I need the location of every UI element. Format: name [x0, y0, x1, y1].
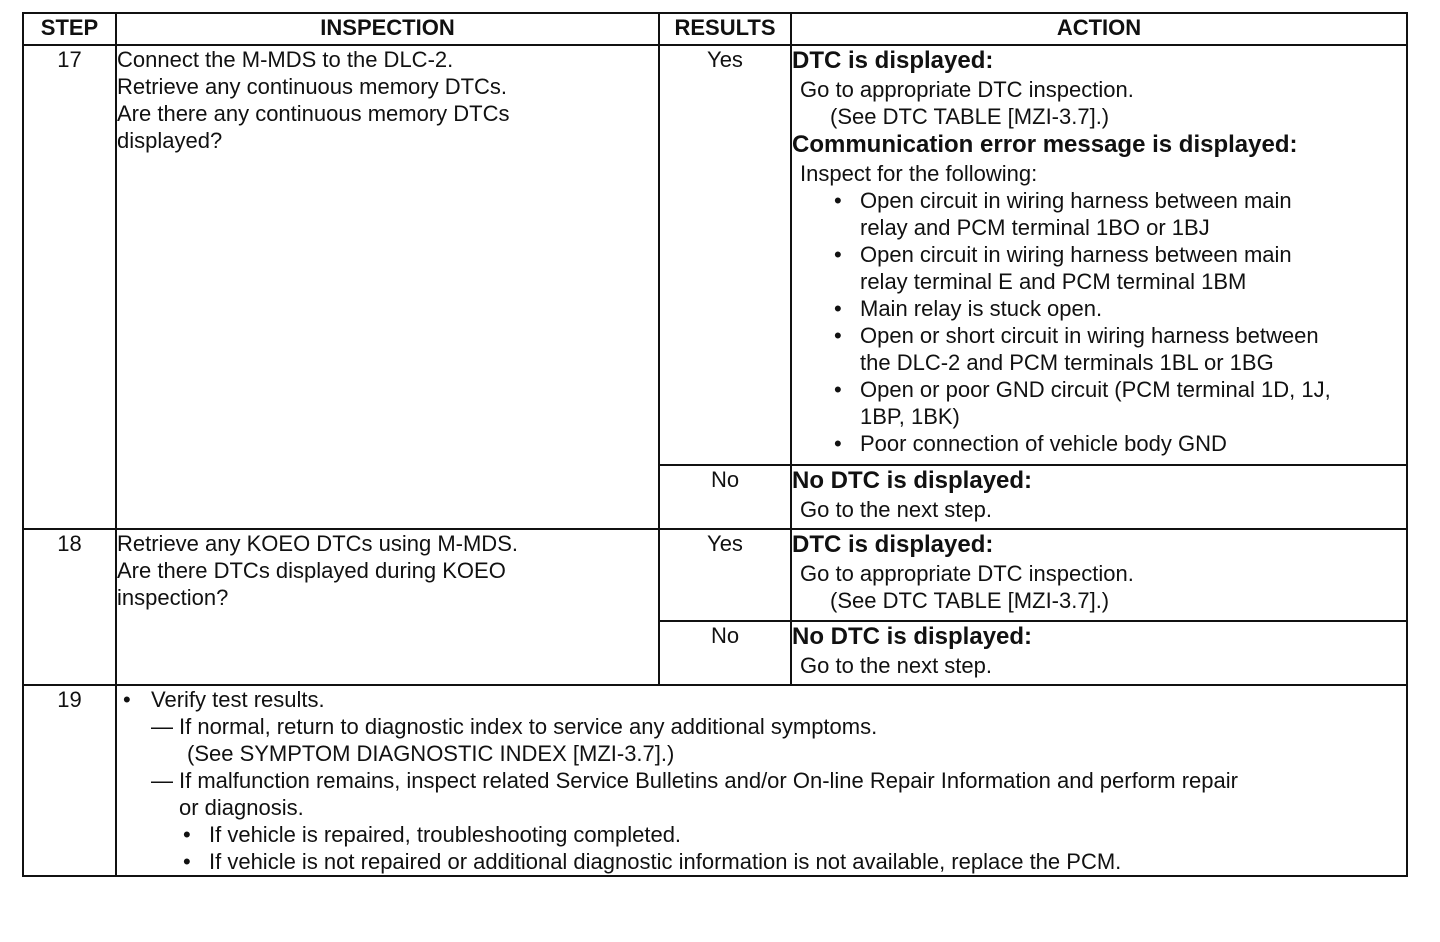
action-heading: No DTC is displayed:	[792, 467, 1033, 494]
action-heading: DTC is displayed:	[792, 47, 994, 74]
action-heading: No DTC is displayed:	[792, 623, 1033, 650]
step-17-action-yes	[791, 45, 1407, 465]
action-line: Go to appropriate DTC inspection.	[800, 561, 1134, 586]
step-18-yes-row	[23, 529, 1407, 621]
checklist-text: relay and PCM terminal 1BO or 1BJ	[860, 215, 1210, 240]
sub-bullet: • If vehicle is repaired, troubleshooting completed.	[117, 821, 1406, 848]
checklist-item	[834, 295, 1406, 322]
action-reference: (See DTC TABLE [MZI-3.7].)	[830, 104, 1110, 129]
dash-item	[117, 713, 1406, 740]
checklist-text: • Open circuit in wiring harness between main	[860, 188, 1292, 213]
header-action: ACTION	[791, 13, 1407, 45]
checklist-text: • Poor connection of vehicle body GND	[860, 431, 1227, 456]
step-18-inspection	[116, 529, 659, 685]
sub-bullet: • If vehicle is not repaired or additional diagnostic information is not available, replace the PCM.	[117, 848, 1406, 875]
inspection-line: Are there any continuous memory DTCs	[117, 101, 510, 126]
checklist-text: 1BP, 1BK)	[860, 404, 960, 429]
action-line: Inspect for the following:	[800, 161, 1038, 186]
checklist-item	[834, 187, 1406, 241]
em-dash	[151, 767, 179, 794]
checklist-item	[834, 322, 1406, 376]
em-dash	[151, 713, 179, 740]
step-17-number: 17	[23, 45, 116, 529]
checklist-text: the DLC-2 and PCM terminals 1BL or 1BG	[860, 350, 1274, 375]
step-17-inspection	[116, 45, 659, 529]
action-heading: Communication error message is displayed:	[792, 131, 1298, 158]
diagnostic-table	[22, 12, 1408, 877]
step-17-result-yes: Yes	[659, 45, 791, 465]
checklist-text: • Main relay is stuck open.	[860, 296, 1103, 321]
dash-text: If normal, return to diagnostic index to service any additional symptoms.	[179, 714, 878, 739]
action-heading: DTC is displayed:	[792, 531, 994, 558]
checklist-item	[834, 376, 1406, 430]
dash-text: If malfunction remains, inspect related Service Bulletins and/or On-line Repair Information and perform repair	[179, 768, 1238, 793]
step-18-result-yes: Yes	[659, 529, 791, 621]
dash-reference: (See SYMPTOM DIAGNOSTIC INDEX [MZI-3.7].)	[187, 741, 675, 766]
step-18-result-no: No	[659, 621, 791, 685]
dash-item	[117, 767, 1406, 794]
inspection-line: inspection?	[117, 585, 229, 610]
inspection-checklist	[792, 187, 1406, 457]
action-line: Go to the next step.	[800, 497, 993, 522]
action-line: Go to the next step.	[800, 653, 993, 678]
inspection-line: Retrieve any continuous memory DTCs.	[117, 74, 508, 99]
inspection-line: Retrieve any KOEO DTCs using M-MDS.	[117, 531, 518, 556]
step-18-action-yes	[791, 529, 1407, 621]
inspection-line: Are there DTCs displayed during KOEO	[117, 558, 506, 583]
step-19-number: 19	[23, 685, 116, 876]
step-17-result-no: No	[659, 465, 791, 529]
checklist-text: relay terminal E and PCM terminal 1BM	[860, 269, 1247, 294]
header-step: STEP	[23, 13, 116, 45]
step-19-row	[23, 685, 1407, 876]
verify-bullet: • Verify test results.	[117, 686, 1406, 713]
inspection-line: displayed?	[117, 128, 223, 153]
checklist-text: • Open circuit in wiring harness between main	[860, 242, 1292, 267]
step-18-action-no	[791, 621, 1407, 685]
header-inspection: INSPECTION	[116, 13, 659, 45]
step-19-content	[116, 685, 1407, 876]
header-results: RESULTS	[659, 13, 791, 45]
action-reference: (See DTC TABLE [MZI-3.7].)	[830, 588, 1110, 613]
step-17-action-no	[791, 465, 1407, 529]
step-18-number: 18	[23, 529, 116, 685]
checklist-text: • Open or short circuit in wiring harness between	[860, 323, 1319, 348]
header-row	[23, 13, 1407, 45]
inspection-line: Connect the M-MDS to the DLC-2.	[117, 47, 454, 72]
action-line: Go to appropriate DTC inspection.	[800, 77, 1134, 102]
dash-continuation: or diagnosis.	[179, 795, 304, 820]
checklist-text: • Open or poor GND circuit (PCM terminal 1D, 1J,	[860, 377, 1331, 402]
checklist-item	[834, 241, 1406, 295]
step-17-yes-row	[23, 45, 1407, 465]
checklist-item	[834, 430, 1406, 457]
